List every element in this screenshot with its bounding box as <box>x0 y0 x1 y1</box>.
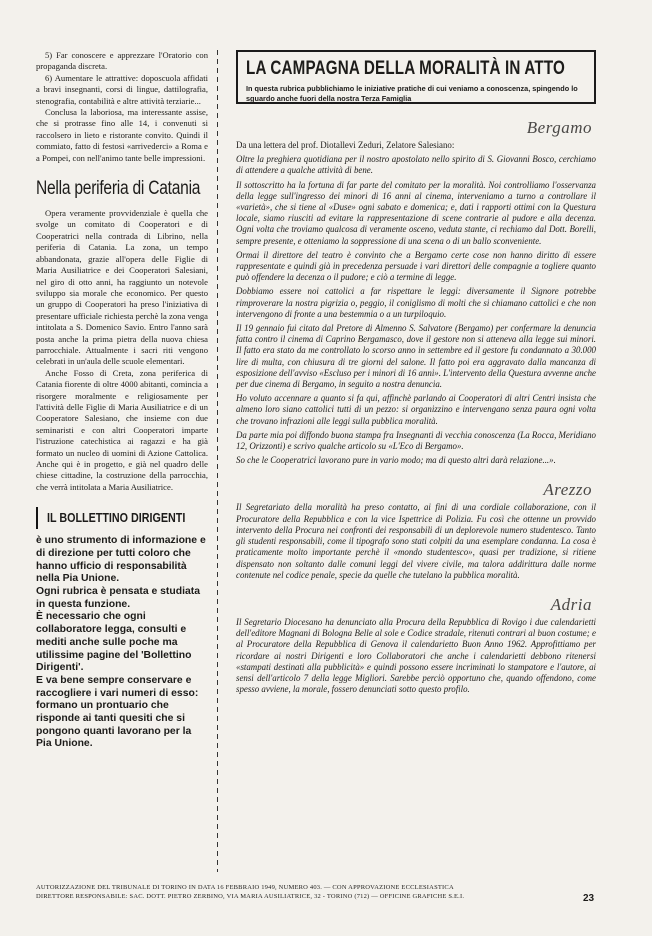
intro-paragraph: 5) Far conoscere e apprezzare l'Oratorio con propaganda discreta. <box>36 50 208 72</box>
imprint-line: DIRETTORE RESPONSABILE: SAC. DOTT. PIETRO ZERBINO, VIA MARIA AUSILIATRICE, 32 - TORINO (712) — OFFICINE GRAFICHE S.E.I. <box>36 892 465 900</box>
banner-subtitle: In questa rubrica pubblichiamo le iniziative pratiche di cui veniamo a conoscenza, spingendo lo sguardo anche fuori della nostra Terza Famiglia <box>246 84 578 103</box>
column-divider <box>213 50 223 872</box>
intro-paragraph: Conclusa la laboriosa, ma interessante assise, che si protrasse fino alle 14, i convenuti si raccolsero in lieto e ristorante convito. Quindi il commiato, fatto di festosi «arrivederci» a Roma e a Pompei, con nell'animo tante belle impressioni. <box>36 107 208 163</box>
bergamo-paragraph: Ormai il direttore del teatro è convinto che a Bergamo certe cose non hanno diritto di essere rappresentate e quindi già in precedenza persuade i vari direttori delle compagnie a togliere quanto può offendere la decenza o il pudore; e ciò a termine di legge. <box>236 249 596 283</box>
bergamo-paragraph: Da una lettera del prof. Diotallevi Zeduri, Zelatore Salesiano: <box>236 140 455 150</box>
city-heading-adria: Adria <box>550 594 592 614</box>
bollettino-paragraph: è uno strumento di informazione e di direzione per tutti coloro che hanno ufficio di responsabilità nella Pia Unione. <box>36 535 206 585</box>
adria-paragraph: Il Segretario Diocesano ha denunciato alla Procura della Repubblica di Rovigo i due calendarietti dell'editore Magnani di Bologna Belle al sole e Codice stradale, ritenuti contrari al buon costume; e al Procuratore della Repubblica di Genova il calendarietto Buon Anno 1962. Approfittiamo per ricordare ai nostri Dirigenti e loro Collaboratori che anche i calendarietti debbono ritenersi «stampati destinati alla pubblicità» e quindi possono essere incriminati lo stampatore e l'autore, ai sensi dell'articolo 7 della legge Migliori. Sarebbe perciò opportuno che, quando offendono, come spesso avviene, la morale, fossero denunciati sotto questo profilo. <box>236 616 596 695</box>
bergamo-paragraph: Da parte mia poi diffondo buona stampa fra Insegnanti di vecchia conoscenza (La Rocca, Meridiano 12, Orizzonti) e scrivo qualche articolo su «L'Eco di Bergamo». <box>236 429 596 452</box>
right-column <box>236 50 596 698</box>
bergamo-paragraph: Il sottoscritto ha la fortuna di far parte del comitato per la moralità. Noi controlliamo l'osservanza della legge sull'ingresso dei minori di 16 anni al cinema, interveniamo a turno a controllare il «varietà», che si tiene al «Duse» ogni sabato e domenica; e, dati i rapporti ottimi con la Questura locale, siamo riusciti ad evitare la rappresentazione di scene contrarie al pudore e alla decenza. Ogni volta che troviamo qualcosa di veramente osceno, veduta stante, ci rechiamo dal Dott. Borelli, sempre presente, e otteniamo la soppressione di una scena o di un ballo sconveniente. <box>236 179 596 246</box>
bergamo-paragraph: Dobbiamo essere noi cattolici a far rispettare le leggi: diversamente il Signore potrebbe rimproverare la nostra pigrizia o, peggio, il coniglismo di molti che si chiamano cattolici e che non intervengono di fronte a una bestemmia o a un turpiloquio. <box>236 286 596 319</box>
imprint-line: AUTORIZZAZIONE DEL TRIBUNALE DI TORINO IN DATA 16 FEBBRAIO 1949, NUMERO 403. — CON APPROVAZIONE ECCLESIASTICA <box>36 884 454 891</box>
campaign-banner <box>236 50 596 104</box>
imprint-footer <box>36 884 596 901</box>
bergamo-paragraph: Oltre la preghiera quotidiana per il nostro apostolato nello spirito di S. Giovanni Bosco, cerchiamo di attendere a qualche attività di bene. <box>236 154 596 176</box>
bergamo-paragraph: Il 19 gennaio fui citato dal Pretore di Almenno S. Salvatore (Bergamo) per confermare la denuncia fatta contro il cinema di Caprino Bergamasco, dove il gestore non si atteneva alla legge sui minori. Il fatto era stato da me controllato lo scorso anno in settembre ed il gestore fu condannato a 30.000 lire di multa, con chiusura di tre giorni del salone. Il fatto poi era aggravato dalla mancanza di esposizione dell'avviso «Escluso per i minori di 16 anni». L'intervento della Questura avvenne anche per due cinema di Bergamo, in seguito a nostra denuncia. <box>236 323 596 390</box>
bollettino-paragraph: È necessario che ogni collaboratore legga, consulti e mediti anche sulle poche ma utilissime pagine del 'Bollettino Dirigenti'. <box>36 611 192 674</box>
black-square-icon <box>36 507 38 529</box>
bollettino-paragraph: E va bene sempre conservare e raccogliere i vari numeri di esso: formano un prontuario che risponde ai tanti quesiti che si pongono quanti lavorano per la Pia Unione. <box>36 674 199 750</box>
banner-title: LA CAMPAGNA DELLA MORALITÀ IN ATTO <box>246 58 565 79</box>
catania-heading: Nella periferia di Catania <box>36 178 201 200</box>
left-column <box>36 50 208 751</box>
bergamo-paragraph: So che le Cooperatrici lavorano pure in vario modo; ma di questo altri darà relazione...». <box>236 455 556 466</box>
bollettino-paragraph: Ogni rubrica è pensata e studiata in questa funzione. <box>36 586 200 610</box>
bergamo-paragraph: Ho voluto accennare a quanto si fa qui, affinchè parlando ai Cooperatori di altri Centri insista che almeno loro siano cattolici tutti di un pezzo: si organizzino e intervengano senza paura ogni volta che trovano infrazioni alle leggi sulla pubblica moralità. <box>236 393 596 426</box>
arezzo-paragraph: Il Segretariato della moralità ha preso contatto, ai fini di una cordiale collaborazione, con il Procuratore della Repubblica e con la vice Ispettrice di Polizia. Fu così che ottenne un provvido intervento della Procura nei confronti dei responsabili di un deplorevole numero studentesco. Tanto gli studenti responsabili, come il tipografo sono stati colpiti da una esemplare condanna. La cosa è praticamente molto importante perchè il «mondo studentesco», quasi per tradizione, si ritiene dispensato non soltanto dalle comuni leggi del vivere civile, ma talora addirittura dalle norme contenute nel codice penale, specie da quelle che tutelano la pubblica moralità. <box>236 502 596 580</box>
catania-paragraph: Anche Fosso di Creta, zona periferica di Catania fiorente di oltre 4000 abitanti, comincia a risorgere moralmente e religiosamente per l'attività delle Figlie di Maria Ausiliatrice e di un Cooperatore Salesiano, che insieme con due seminaristi e con altri Cooperatori imparte l'istruzione catechistica ai ragazzi e ha già formato un nucleo di uomini di Azione Cattolica. Anche qui è in progetto, e già nel quadro delle chiese cittadine, la costruzione della parrocchia, che verrà intitolata a Maria Ausiliatrice. <box>36 367 208 492</box>
intro-paragraph: 6) Aumentare le attrattive: doposcuola affidati a bravi insegnanti, corsi di lingue, dattilografia, stenografia, contabilità e altre attività terziarie... <box>36 72 208 106</box>
city-heading-bergamo: Bergamo <box>526 118 592 137</box>
city-heading-arezzo: Arezzo <box>543 480 592 500</box>
catania-paragraph: Opera veramente provvidenziale è quella che svolge un comitato di Cooperatori e di Cooperatrici nella contrada di Librino, nella periferia di Catania. La zona, un tempo abbandonata, grazie all'opera delle Figlie di Maria Ausiliatrice e dei Cooperatori Salesiani, nel giro di otto anni, ha raggiunto un notevole sviluppo sia morale che economico. Per questo un gruppo di Cooperatori ha preso l'iniziativa di presentare ufficiale richiesta perchè la zona venga intitolata a S. Domenico Savio. Entro l'anno sarà posta anche la prima pietra della nuova chiesa parrocchiale. Attualmente i sacri riti vengono celebrati in un'aula delle scuole elementari. <box>36 208 208 367</box>
bollettino-heading: IL BOLLETTINO DIRIGENTI <box>47 511 186 526</box>
bollettino-header <box>36 507 208 529</box>
page-number: 23 <box>583 893 595 904</box>
